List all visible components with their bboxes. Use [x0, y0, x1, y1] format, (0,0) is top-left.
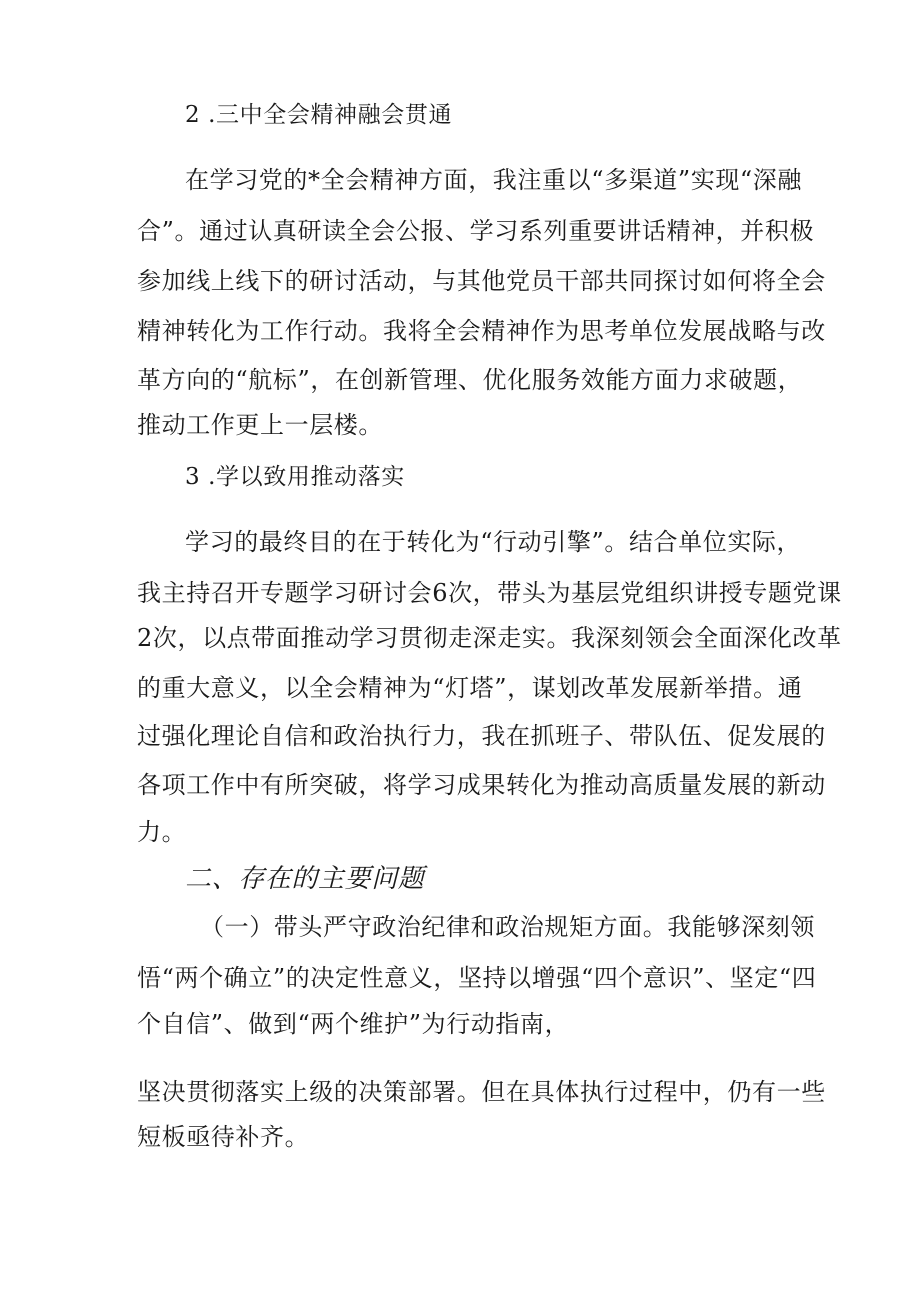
- section-2-heading: 2 .三中全会精神融会贯通: [185, 102, 453, 128]
- paragraph-line: 力。: [137, 818, 187, 846]
- paragraph-line: 短板亟待补齐。: [137, 1123, 310, 1151]
- paragraph-line: 2次，以点带面推动学习贯彻走深走实。我深刻领会全面深化改革: [137, 624, 842, 652]
- paragraph-line: 坚决贯彻落实上级的决策部署。但在具体执行过程中，仍有一些: [137, 1078, 826, 1106]
- paragraph-line: 个自信”、做到“两个维护”为行动指南，: [137, 1010, 570, 1038]
- paragraph-line: 在学习党的*全会精神方面，我注重以“多渠道”实现“深融: [185, 166, 803, 194]
- paragraph-line: 各项工作中有所突破，将学习成果转化为推动高质量发展的新动: [137, 771, 826, 799]
- part-2-heading: 二、存在的主要问题: [185, 864, 425, 894]
- paragraph-line: （一）带头严守政治纪律和政治规矩方面。我能够深刻领: [200, 913, 815, 941]
- paragraph-line: 精神转化为工作行动。我将全会精神作为思考单位发展战略与改: [137, 317, 826, 345]
- paragraph-line: 革方向的“航标”，在创新管理、优化服务效能方面力求破题，: [137, 366, 803, 394]
- section-3-heading: 3 .学以致用推动落实: [185, 464, 405, 490]
- paragraph-line: 合”。通过认真研读全会公报、学习系列重要讲话精神，并积极: [137, 217, 815, 245]
- paragraph-line: 我主持召开专题学习研讨会6次，带头为基层党组织讲授专题党课: [137, 579, 842, 607]
- paragraph-line: 过强化理论自信和政治执行力，我在抓班子、带队伍、促发展的: [137, 722, 826, 750]
- paragraph-line: 学习的最终目的在于转化为“行动引擎”。结合单位实际，: [185, 528, 802, 556]
- paragraph-line: 参加线上线下的研讨活动，与其他党员干部共同探讨如何将全会: [137, 267, 826, 295]
- paragraph-line: 推动工作更上一层楼。: [137, 411, 383, 439]
- paragraph-line: 的重大意义，以全会精神为“灯塔”，谋划改革发展新举措。通: [137, 674, 803, 702]
- paragraph-line: 悟“两个确立”的决定性意义，坚持以增强“四个意识”、坚定“四: [137, 964, 817, 992]
